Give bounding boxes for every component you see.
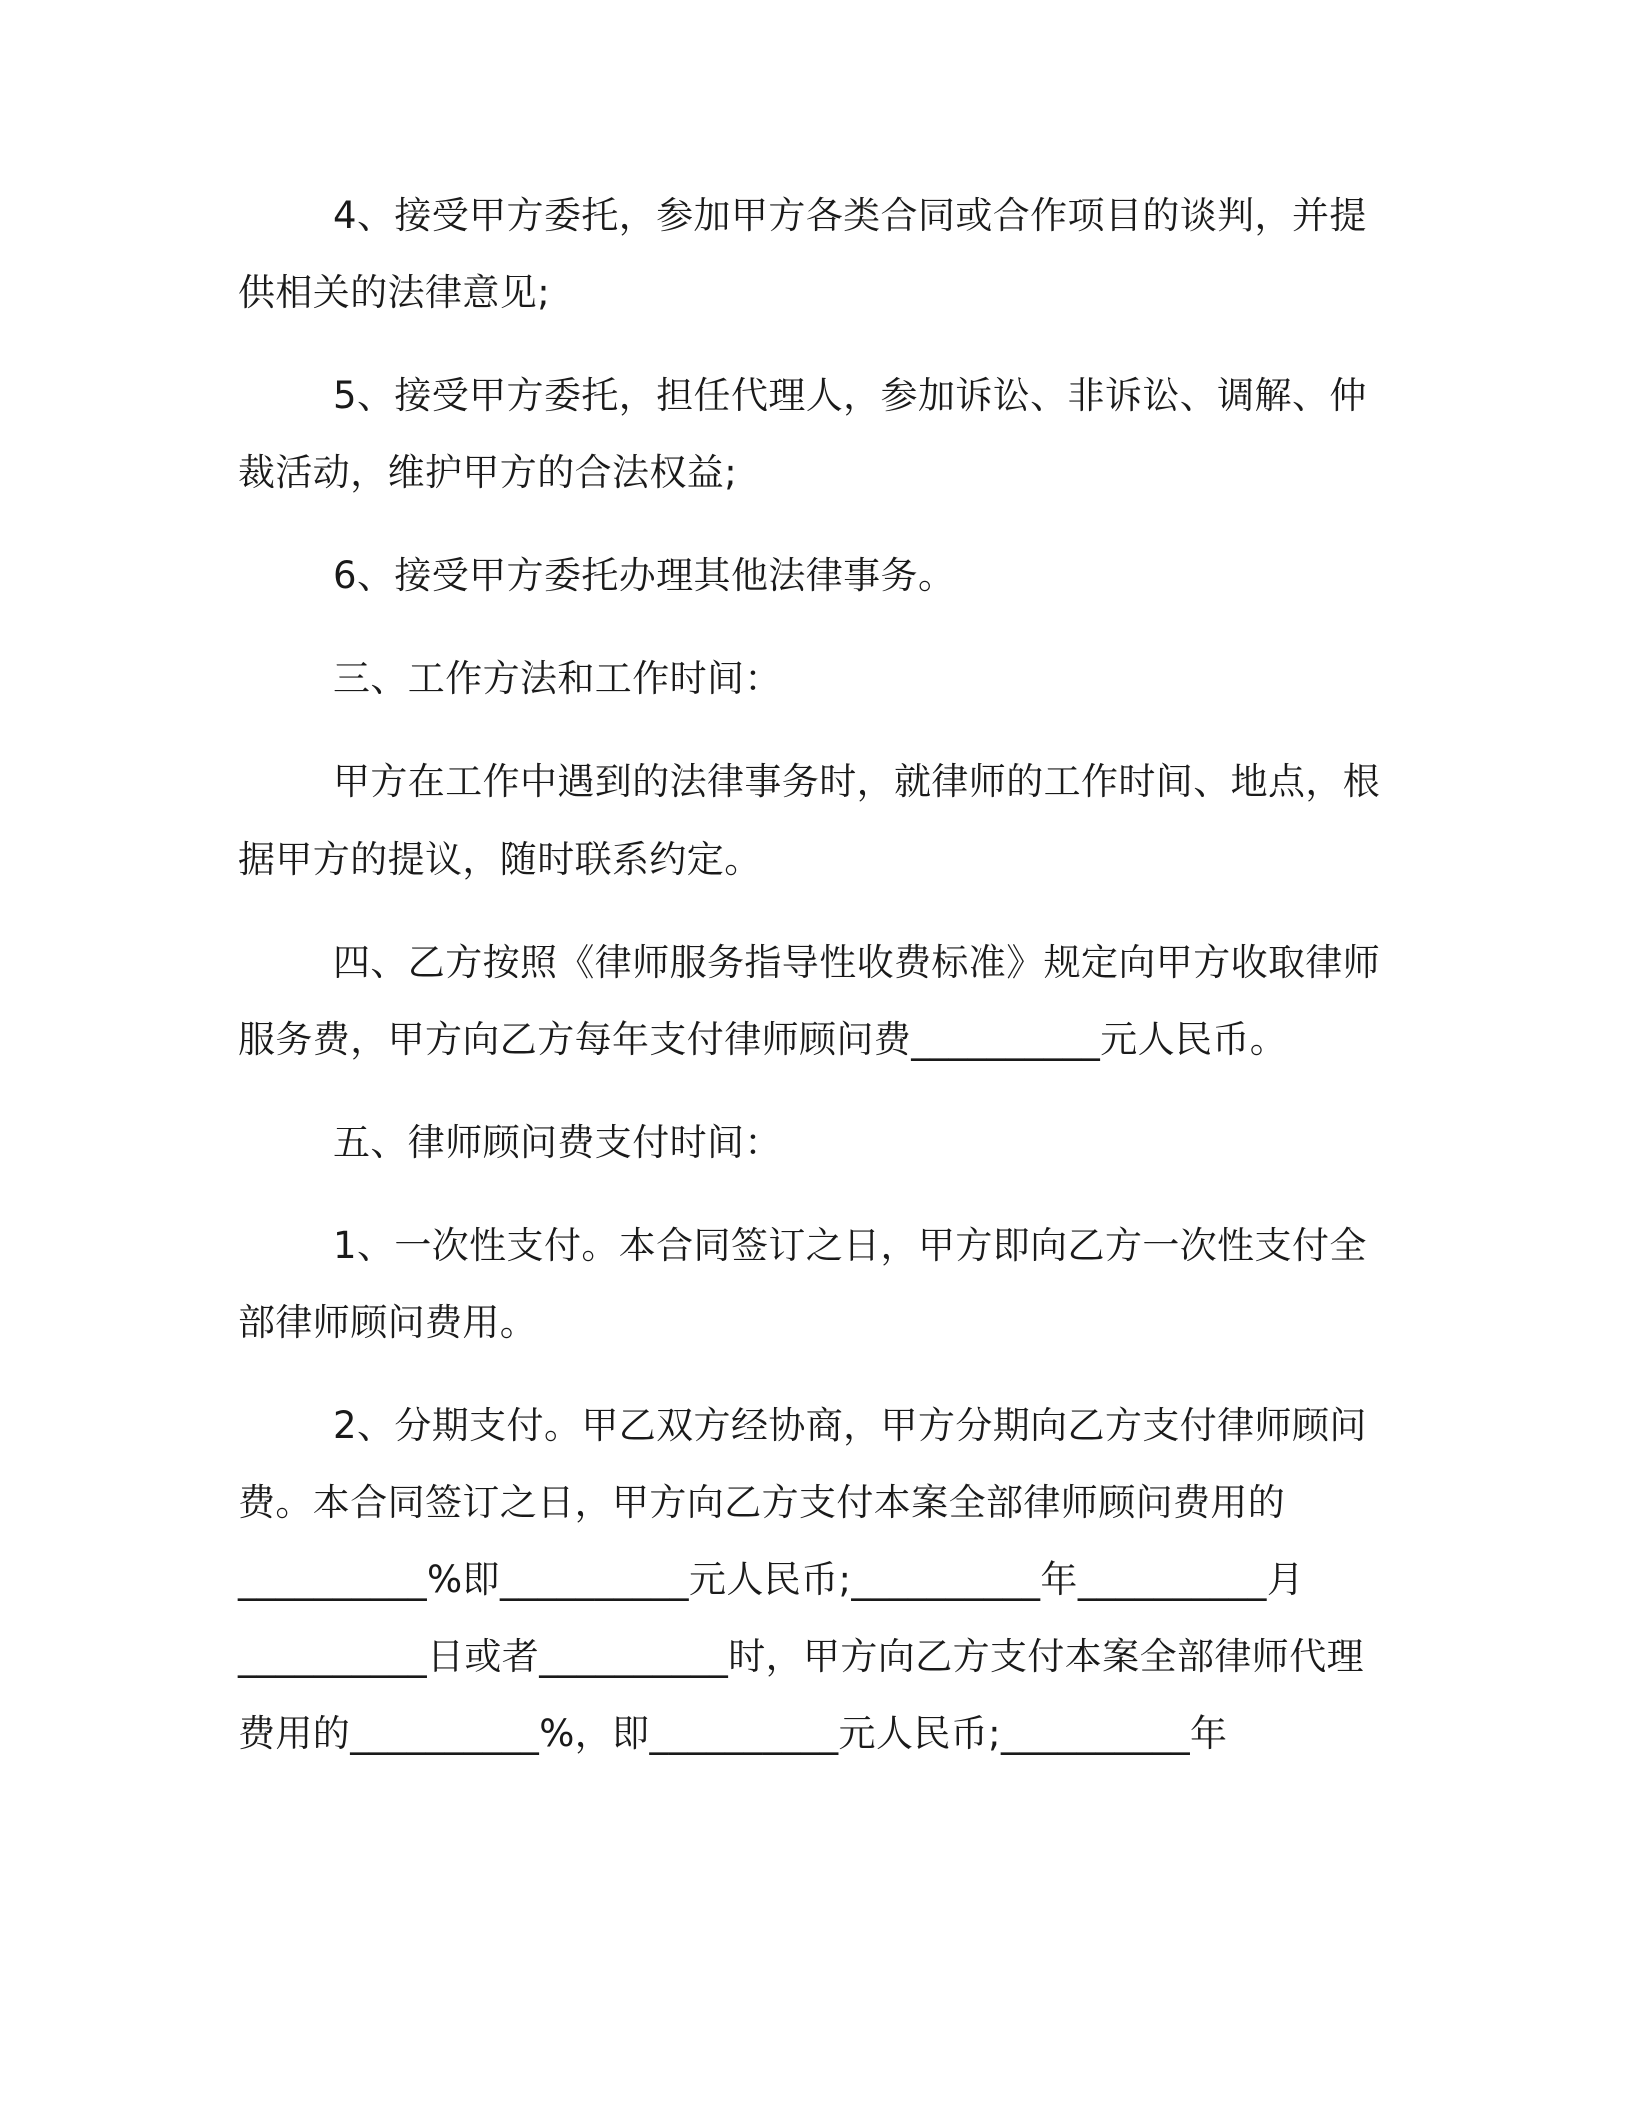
paragraph-line: __________日或者__________时，甲方向乙方支付本案全部律师代理: [238, 1635, 1364, 1678]
paragraph-line: 裁活动，维护甲方的合法权益;: [238, 451, 738, 494]
paragraph-line: 甲方在工作中遇到的法律事务时，就律师的工作时间、地点，根: [333, 760, 1381, 803]
paragraph-line: 4、接受甲方委托，参加甲方各类合同或合作项目的谈判，并提: [333, 194, 1367, 237]
section-heading: 五、律师顾问费支付时间：: [333, 1121, 782, 1164]
paragraph-line: 服务费，甲方向乙方每年支付律师顾问费__________元人民币。: [238, 1018, 1288, 1061]
paragraph-line: 四、乙方按照《律师服务指导性收费标准》规定向甲方收取律师: [333, 941, 1381, 984]
paragraph-line: 5、接受甲方委托，担任代理人，参加诉讼、非诉讼、调解、仲: [333, 374, 1367, 417]
paragraph-line: 2、分期支付。甲乙双方经协商，甲方分期向乙方支付律师顾问: [333, 1404, 1367, 1447]
paragraph-line: __________%即__________元人民币;__________年__________月: [238, 1558, 1305, 1601]
paragraph-line: 据甲方的提议，随时联系约定。: [238, 838, 762, 881]
paragraph-line: 部律师顾问费用。: [238, 1301, 538, 1344]
paragraph-line: 供相关的法律意见;: [238, 271, 551, 314]
paragraph-line: 1、一次性支付。本合同签订之日，甲方即向乙方一次性支付全: [333, 1224, 1367, 1267]
paragraph-line: 6、接受甲方委托办理其他法律事务。: [333, 554, 956, 597]
paragraph-line: 费。本合同签订之日，甲方向乙方支付本案全部律师顾问费用的: [238, 1481, 1286, 1524]
paragraph-line: 费用的__________%，即__________元人民币;__________年: [238, 1712, 1228, 1755]
section-heading: 三、工作方法和工作时间：: [333, 657, 782, 700]
